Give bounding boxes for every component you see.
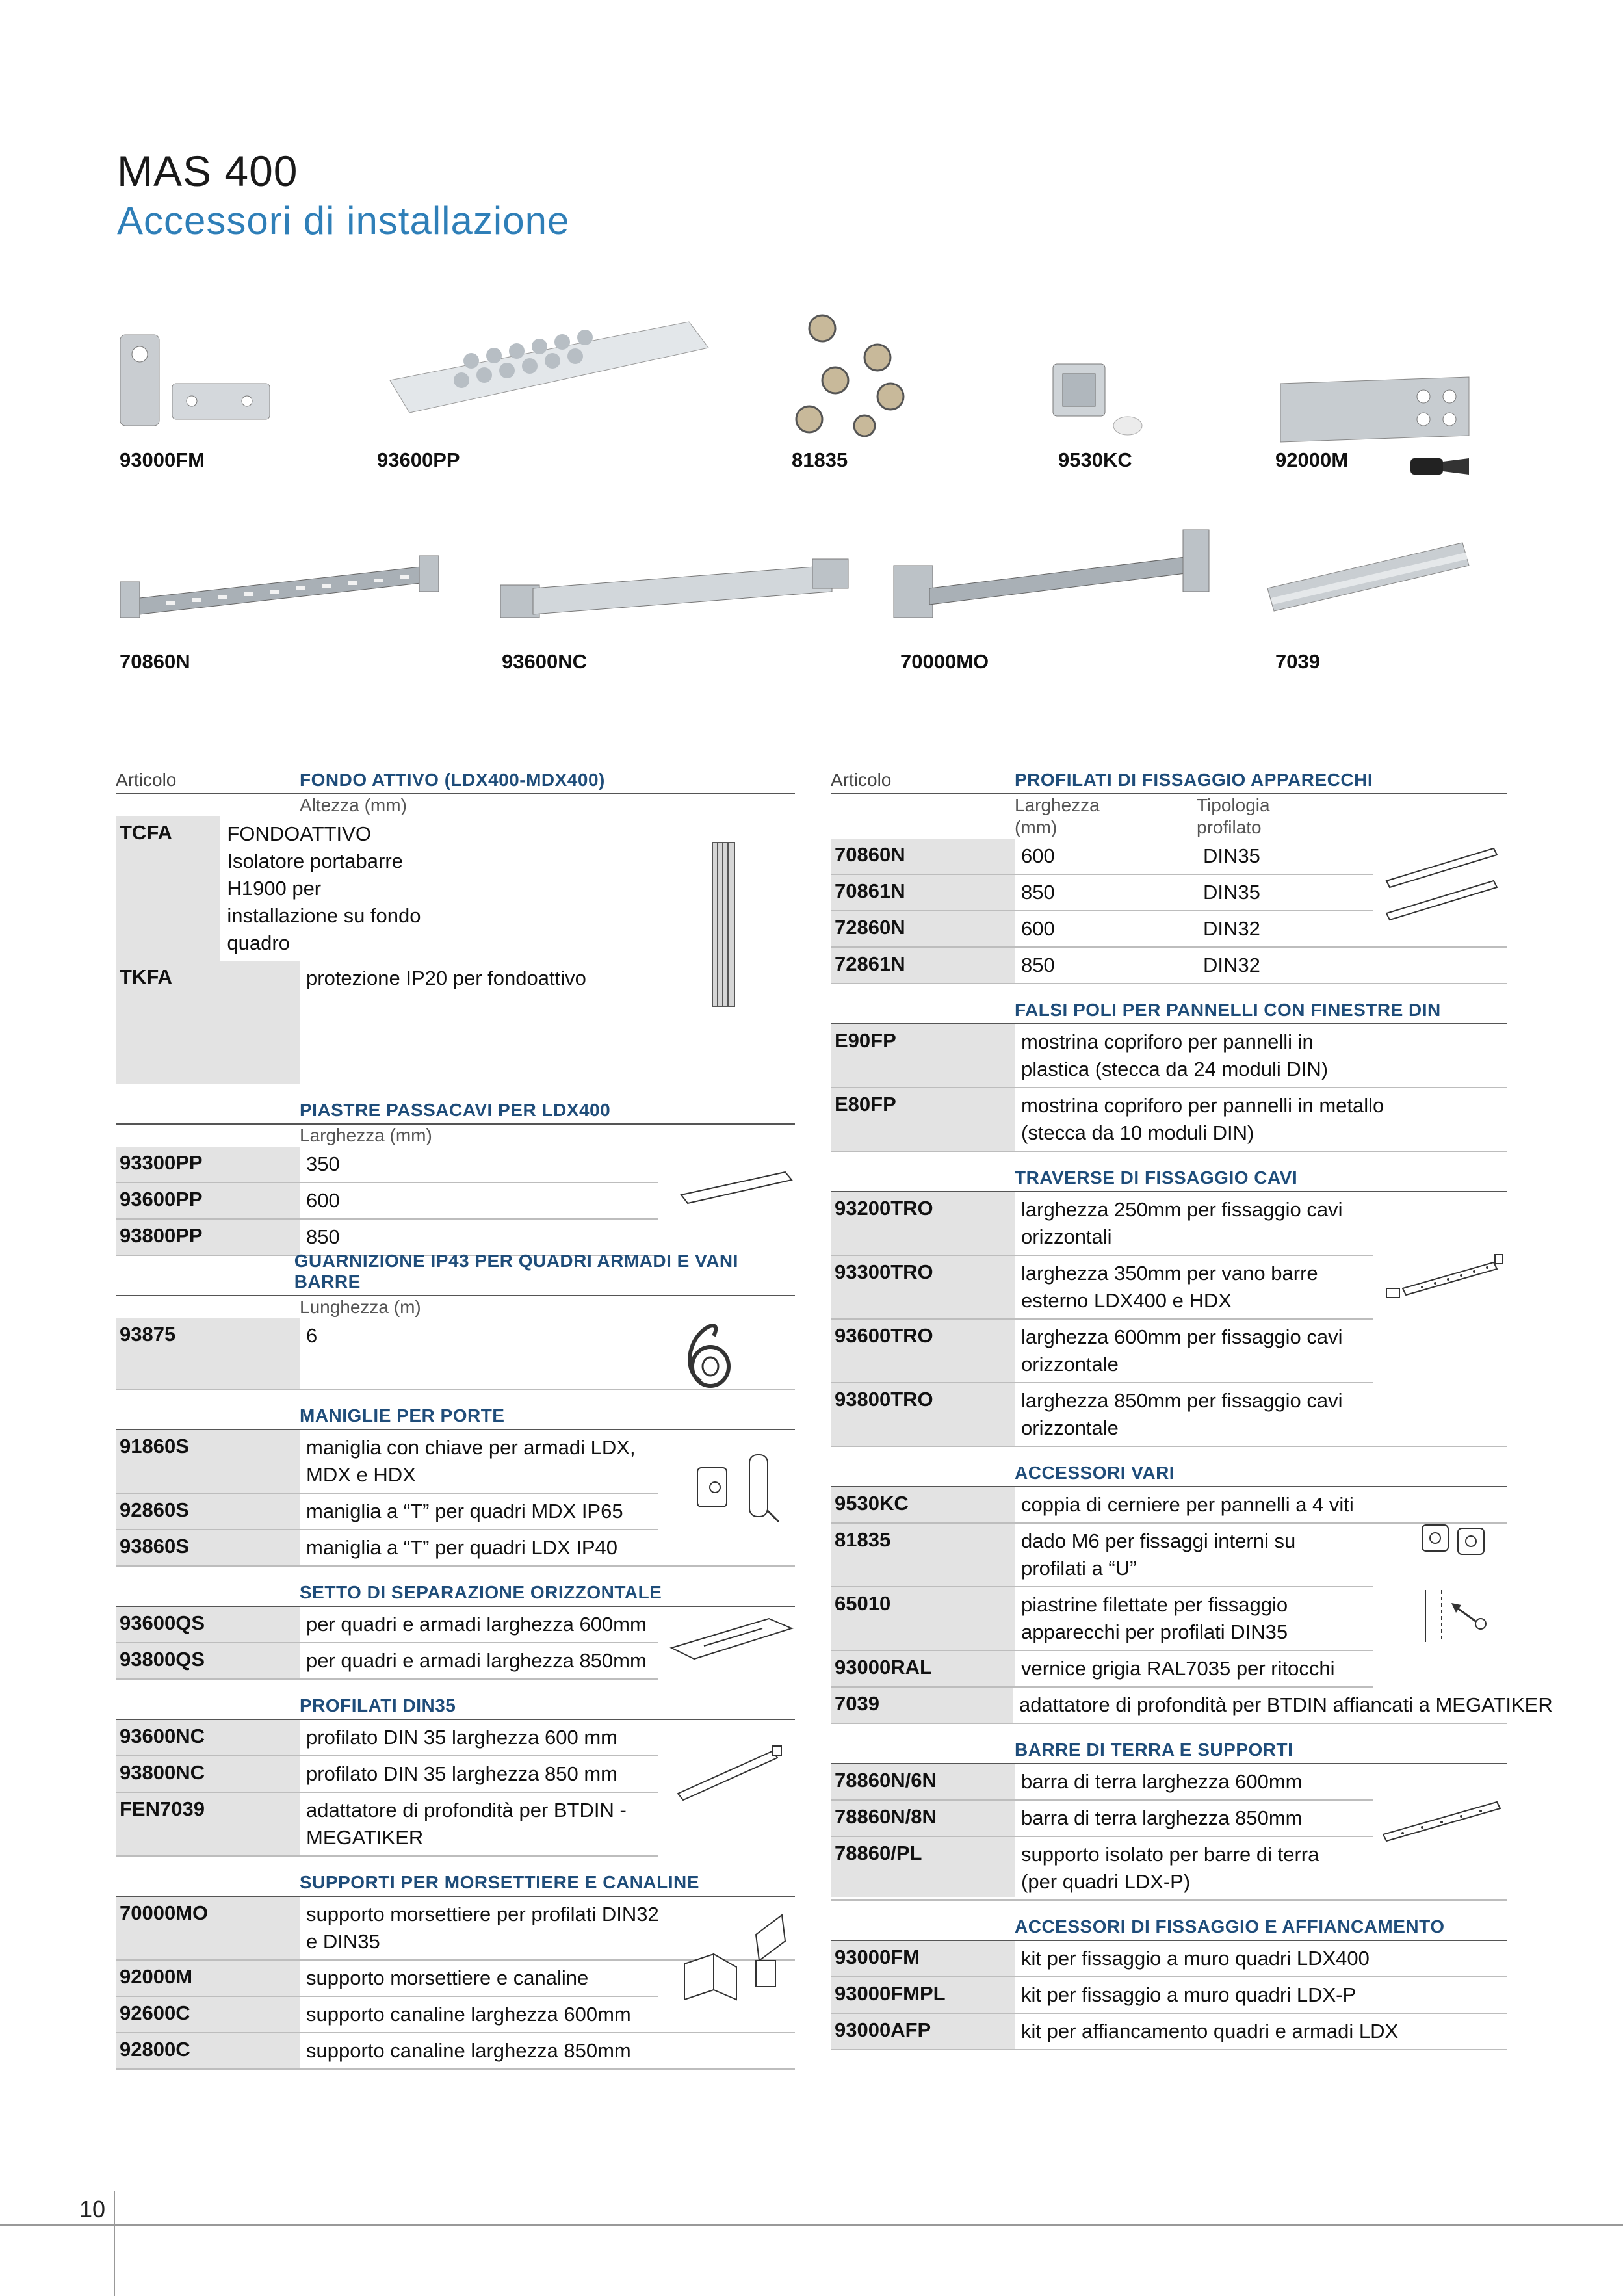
footer-vertical-rule xyxy=(114,2191,115,2296)
article-description: per quadri e armadi larghezza 850mm xyxy=(306,1649,647,1672)
sub-header: Altezza (mm) xyxy=(300,795,407,815)
terminal-support-profile-image xyxy=(890,527,1228,624)
article-description: barra di terra larghezza 850mm xyxy=(1021,1807,1303,1829)
table-row xyxy=(116,961,795,1084)
article-description: dado M6 per fissaggi interni su profilati a “U” xyxy=(1021,1530,1296,1580)
article-description: coppia di cerniere per pannelli a 4 viti xyxy=(1021,1493,1354,1516)
table-row xyxy=(116,1793,658,1857)
page-subtitle: Accessori di installazione xyxy=(117,199,570,242)
section-title: SUPPORTI PER MORSETTIERE E CANALINE xyxy=(300,1872,699,1892)
article-code: 93300TRO xyxy=(831,1256,1015,1318)
depth-adapter-image xyxy=(1261,536,1475,621)
insulator-bar-image xyxy=(707,840,740,1009)
section-title: PIASTRE PASSACAVI PER LDX400 xyxy=(300,1100,611,1120)
table-row xyxy=(116,816,434,961)
article-description: profilato DIN 35 larghezza 850 mm xyxy=(306,1762,618,1785)
article-code: 70860N xyxy=(831,839,1015,874)
table-row xyxy=(831,1688,1553,1724)
section-traverse xyxy=(831,1152,1507,1447)
section-title: PROFILATI DIN35 xyxy=(300,1695,456,1715)
article-description: supporto canaline larghezza 850mm xyxy=(306,2039,631,2062)
width-value: 600 xyxy=(1021,917,1055,940)
article-code: 93600NC xyxy=(116,1720,300,1755)
article-description: profilato DIN 35 larghezza 600 mm xyxy=(306,1726,618,1749)
section-title: TRAVERSE DI FISSAGGIO CAVI xyxy=(1015,1168,1298,1188)
article-code: 93860S xyxy=(116,1530,300,1565)
profile-type: DIN35 xyxy=(1203,881,1260,904)
cage-nut-drawing xyxy=(1416,1519,1494,1558)
section-accessori-vari xyxy=(831,1447,1553,1724)
cable-plate-drawing xyxy=(678,1166,795,1211)
article-description: kit per affiancamento quadri e armadi LDX xyxy=(1021,2020,1399,2042)
article-code: 93800QS xyxy=(116,1643,300,1678)
section-guarnizione xyxy=(116,1251,795,1390)
article-description: supporto canaline larghezza 600mm xyxy=(306,2003,631,2026)
section-barre-terra xyxy=(831,1724,1507,1901)
section-title: MANIGLIE PER PORTE xyxy=(300,1405,505,1426)
table-row xyxy=(831,1977,1507,2014)
section-fissaggio-affiancamento xyxy=(831,1901,1507,2050)
article-code: 93800TRO xyxy=(831,1383,1015,1446)
article-description: maniglia a “T” per quadri LDX IP40 xyxy=(306,1536,618,1559)
article-description: larghezza 850mm per fissaggio cavi orizzontale xyxy=(1021,1389,1343,1439)
article-code: 9530KC xyxy=(831,1487,1015,1522)
table-row xyxy=(116,1430,658,1494)
article-description: larghezza 350mm per vano barre esterno LDX400 e HDX xyxy=(1021,1262,1318,1312)
width-value: 600 xyxy=(1021,844,1055,867)
article-code: 92800C xyxy=(116,2033,300,2068)
article-code: 93000AFP xyxy=(831,2014,1015,2049)
section-setto xyxy=(116,1567,795,1680)
article-code: 93600QS xyxy=(116,1607,300,1642)
article-code: 92000M xyxy=(116,1961,300,1996)
article-description: 850 xyxy=(306,1225,340,1248)
article-code: TKFA xyxy=(116,961,300,1084)
table-row xyxy=(831,1524,1373,1587)
table-row xyxy=(116,2033,795,2070)
profile-type: DIN32 xyxy=(1203,917,1260,940)
article-code: 81835 xyxy=(831,1524,1015,1586)
table-row xyxy=(116,1756,658,1793)
table-row xyxy=(831,948,1507,984)
sub-header: Lunghezza (m) xyxy=(300,1297,421,1317)
sub-header-tipologia: Tipologia profilato xyxy=(1197,795,1270,837)
section-title: GUARNIZIONE IP43 PER QUADRI ARMADI E VANI BARRE xyxy=(294,1251,738,1292)
section-title: FALSI POLI PER PANNELLI CON FINESTRE DIN xyxy=(1015,1000,1441,1020)
table-row xyxy=(116,1643,658,1680)
article-code: 93200TRO xyxy=(831,1192,1015,1255)
table-row xyxy=(831,1487,1507,1524)
table-row xyxy=(831,1941,1507,1977)
table-row xyxy=(831,1024,1507,1088)
article-code: 7039 xyxy=(831,1688,1013,1723)
article-description: kit per fissaggio a muro quadri LDX400 xyxy=(1021,1947,1370,1970)
article-code: 93800PP xyxy=(116,1220,300,1255)
section-title: ACCESSORI VARI xyxy=(1015,1463,1175,1483)
table-row xyxy=(116,1147,658,1183)
cable-crossbar-drawing xyxy=(1383,1249,1507,1308)
table-row xyxy=(116,1720,658,1756)
profile-type: DIN35 xyxy=(1203,844,1260,867)
din35-profile-image xyxy=(494,556,858,621)
right-article-table xyxy=(831,761,1553,2050)
photo-label: 93600PP xyxy=(377,449,460,471)
article-code: 93800NC xyxy=(116,1756,300,1792)
table-row xyxy=(831,875,1373,911)
article-description: adattatore di profondità per BTDIN - MEGATIKER xyxy=(306,1799,627,1849)
threaded-plate-drawing xyxy=(1416,1584,1494,1649)
section-maniglie xyxy=(116,1390,795,1567)
article-description: piastrine filettate per fissaggio apparecchi per profilati DIN35 xyxy=(1021,1593,1288,1643)
column-header-articolo: Articolo xyxy=(116,770,177,790)
article-code: 72860N xyxy=(831,911,1015,946)
photo-label: 70860N xyxy=(120,650,190,673)
article-code: 93600PP xyxy=(116,1183,300,1218)
table-row xyxy=(831,1256,1373,1320)
article-code: 65010 xyxy=(831,1587,1015,1650)
article-code: 93000RAL xyxy=(831,1651,1015,1686)
section-supporti xyxy=(116,1857,795,2070)
page-title: MAS 400 xyxy=(117,147,298,195)
table-row xyxy=(116,1183,658,1220)
article-description: adattatore di profondità per BTDIN affiancati a MEGATIKER xyxy=(1019,1693,1553,1716)
section-title: ACCESSORI DI FISSAGGIO E AFFIANCAMENTO xyxy=(1015,1916,1445,1937)
earth-bar-drawing xyxy=(1377,1795,1507,1847)
article-description: barra di terra larghezza 600mm xyxy=(1021,1770,1303,1793)
article-description: per quadri e armadi larghezza 600mm xyxy=(306,1613,647,1636)
article-code: 92600C xyxy=(116,1997,300,2032)
section-profilati-fissaggio xyxy=(831,761,1507,984)
section-profilati-din35 xyxy=(116,1680,795,1857)
article-description: FONDOATTIVO Isolatore portabarre H1900 per installazione su fondo quadro xyxy=(227,822,421,954)
sub-header-larghezza: Larghezza (mm) xyxy=(1015,795,1100,837)
article-description: larghezza 250mm per fissaggio cavi orizzontali xyxy=(1021,1198,1343,1248)
photo-label: 93600NC xyxy=(502,650,587,673)
article-code: 91860S xyxy=(116,1430,300,1493)
table-row xyxy=(831,839,1373,875)
article-code: E80FP xyxy=(831,1088,1015,1151)
section-piastre-passacavi xyxy=(116,1084,795,1256)
article-code: 78860N/8N xyxy=(831,1801,1015,1836)
article-description: supporto morsettiere per profilati DIN32 e DIN35 xyxy=(306,1903,659,1953)
table-row xyxy=(831,1651,1373,1688)
article-code: 70861N xyxy=(831,875,1015,910)
photo-label: 93000FM xyxy=(120,449,205,471)
photo-label: 9530KC xyxy=(1058,449,1132,471)
page-number: 10 xyxy=(79,2196,106,2223)
article-description: vernice grigia RAL7035 per ritocchi xyxy=(1021,1657,1335,1680)
article-code: 92860S xyxy=(116,1494,300,1529)
table-row xyxy=(831,1764,1373,1801)
cage-nuts-image xyxy=(786,306,910,442)
article-code: E90FP xyxy=(831,1024,1015,1087)
gasket-roll-drawing xyxy=(681,1320,746,1391)
article-code: 93875 xyxy=(116,1318,300,1389)
section-title: BARRE DI TERRA E SUPPORTI xyxy=(1015,1740,1293,1760)
article-description: maniglia a “T” per quadri MDX IP65 xyxy=(306,1500,623,1522)
article-description: protezione IP20 per fondoattivo xyxy=(306,967,586,989)
article-description: 6 xyxy=(306,1324,318,1347)
table-row xyxy=(831,1320,1373,1383)
table-row xyxy=(831,1801,1373,1837)
table-row xyxy=(116,1530,795,1567)
article-description: mostrina copriforo per pannelli in metallo (stecca da 10 moduli DIN) xyxy=(1021,1094,1384,1144)
left-article-table xyxy=(116,761,795,2070)
article-code: 93000FM xyxy=(831,1941,1015,1976)
section-fondo-attivo xyxy=(116,761,795,1084)
article-description: larghezza 600mm per fissaggio cavi orizzontale xyxy=(1021,1325,1343,1376)
table-row xyxy=(831,2014,1507,2050)
article-code: 70000MO xyxy=(116,1897,300,1959)
table-row xyxy=(831,1587,1373,1651)
article-code: 93600TRO xyxy=(831,1320,1015,1382)
section-falsi-poli xyxy=(831,984,1507,1152)
column-header-articolo: Articolo xyxy=(831,770,892,790)
article-code: 72861N xyxy=(831,948,1015,983)
din-rail-image xyxy=(114,553,452,624)
article-description: 350 xyxy=(306,1153,340,1175)
table-row xyxy=(116,1494,658,1530)
cable-gland-plate-image xyxy=(377,309,715,426)
article-code: FEN7039 xyxy=(116,1793,300,1855)
article-code: 78860/PL xyxy=(831,1837,1015,1897)
separator-plate-drawing xyxy=(665,1612,795,1664)
section-title: SETTO DI SEPARAZIONE ORIZZONTALE xyxy=(300,1582,662,1602)
table-row xyxy=(831,1192,1373,1256)
article-code: TCFA xyxy=(116,816,220,961)
din35-profile-drawing xyxy=(675,1738,792,1810)
article-code: 93000FMPL xyxy=(831,1977,1015,2013)
door-handles-drawing xyxy=(694,1452,785,1530)
article-description: kit per fissaggio a muro quadri LDX-P xyxy=(1021,1983,1357,2006)
photo-label: 70000MO xyxy=(900,650,989,673)
footer-rule xyxy=(0,2224,1623,2226)
profile-type: DIN32 xyxy=(1203,954,1260,976)
wall-fixing-kit-image xyxy=(114,328,276,439)
panel-hinges-image xyxy=(1040,351,1150,442)
sub-header: Larghezza (mm) xyxy=(300,1125,432,1145)
article-code: 93300PP xyxy=(116,1147,300,1182)
terminal-supports-drawing xyxy=(678,1909,795,2006)
photo-label: 7039 xyxy=(1275,650,1320,673)
table-row xyxy=(116,1961,658,1997)
photo-label: 92000M xyxy=(1275,449,1349,471)
width-value: 850 xyxy=(1021,881,1055,904)
article-description: supporto morsettiere e canaline xyxy=(306,1966,589,1989)
table-row xyxy=(116,1607,658,1643)
article-description: 600 xyxy=(306,1189,340,1212)
article-description: mostrina copriforo per pannelli in plastica (stecca da 24 moduli DIN) xyxy=(1021,1030,1329,1080)
din-rails-drawing xyxy=(1377,842,1507,926)
article-description: maniglia con chiave per armadi LDX, MDX e HDX xyxy=(306,1436,636,1486)
table-row xyxy=(831,1088,1507,1152)
photo-label: 81835 xyxy=(792,449,848,471)
section-title: PROFILATI DI FISSAGGIO APPARECCHI xyxy=(1015,770,1373,790)
article-code: 78860N/6N xyxy=(831,1764,1015,1799)
section-title: FONDO ATTIVO (LDX400-MDX400) xyxy=(300,770,605,790)
width-value: 850 xyxy=(1021,954,1055,976)
table-row xyxy=(831,1383,1507,1447)
article-description: supporto isolato per barre di terra (per quadri LDX-P) xyxy=(1021,1843,1319,1893)
terminal-support-image xyxy=(1274,371,1508,494)
